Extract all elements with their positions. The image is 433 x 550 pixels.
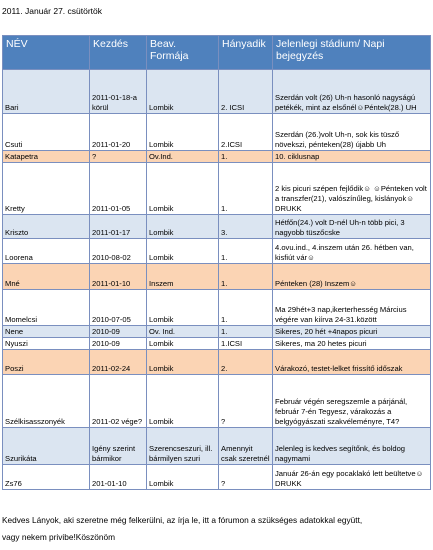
cell-beav: Inszem	[147, 264, 219, 290]
cell-name: Nyuszi	[3, 338, 90, 350]
cell-beav: Lombik	[147, 350, 219, 375]
cell-name: Mné	[3, 264, 90, 290]
footer-line-1: Kedves Lányok, aki szeretne még felkerülni, az írja le, itt a fórumon a szükséges adatokkal együtt,	[2, 515, 363, 525]
cell-status: Január 26-án egy pocaklakó lett beültetve☺DRUKK	[273, 465, 431, 490]
cell-status: Ma 29hét+3 nap,ikerterhesség Március végére van kiírva 24-31.között	[273, 290, 431, 326]
table-row	[3, 215, 431, 239]
cell-status: Sikeres, 20 hét +4napos picuri	[273, 326, 431, 338]
cell-beav: Ov.Ind.	[147, 151, 219, 163]
cell-count: 1.	[219, 151, 273, 163]
table-row	[3, 375, 431, 428]
cell-status: Szerdán volt (26) Uh-n hasonló nagyságú petékék, mint az elsőnél☺Péntek(28.) UH	[273, 70, 431, 114]
header-beav: Beav. Formája	[147, 36, 219, 70]
table-row	[3, 264, 431, 290]
cell-name: Kriszto	[3, 215, 90, 239]
cell-beav: Lombik	[147, 290, 219, 326]
cell-status: Várakozó, testet-lelket frissítő időszak	[273, 350, 431, 375]
footer-note	[2, 512, 430, 546]
table-row	[3, 239, 431, 264]
cell-start: 201-01-10	[90, 465, 147, 490]
cell-start: ?	[90, 151, 147, 163]
cell-count: 2.	[219, 350, 273, 375]
header-name: NÉV	[3, 36, 90, 70]
cell-name: Katapetra	[3, 151, 90, 163]
cell-count: 2. ICSI	[219, 70, 273, 114]
cell-start: 2010-09	[90, 326, 147, 338]
cell-start: 2011-02-24	[90, 350, 147, 375]
cell-status: 10. ciklusnap	[273, 151, 431, 163]
table-row	[3, 465, 431, 490]
cell-name: Zs76	[3, 465, 90, 490]
cell-status: Hétfőn(24.) volt D-nél Uh-n több pici, 3 nagyobb tüszőcske	[273, 215, 431, 239]
cell-count: 1.	[219, 239, 273, 264]
cell-start: 2011-01-17	[90, 215, 147, 239]
table-header-row	[3, 36, 431, 70]
cell-name: Nene	[3, 326, 90, 338]
cell-beav: Lombik	[147, 163, 219, 215]
cell-beav: Lombik	[147, 465, 219, 490]
table-row	[3, 350, 431, 375]
table-row	[3, 428, 431, 465]
cell-name: Szurikáta	[3, 428, 90, 465]
participants-table	[2, 35, 431, 490]
cell-count: 1.	[219, 264, 273, 290]
header-status: Jelenlegi stádium/ Napi bejegyzés	[273, 36, 431, 70]
footer-line-2: vagy nekem privibe!Köszönöm	[2, 532, 115, 542]
cell-beav: Lombik	[147, 375, 219, 428]
cell-name: Loorena	[3, 239, 90, 264]
header-count: Hányadik	[219, 36, 273, 70]
table-row	[3, 338, 431, 350]
cell-start: 2011-01-10	[90, 264, 147, 290]
table-row	[3, 70, 431, 114]
cell-name: Szélkisasszonyék	[3, 375, 90, 428]
cell-start: 2011-01-18-a körül	[90, 70, 147, 114]
cell-name: Csuti	[3, 114, 90, 151]
cell-start: 2011-02 vége?	[90, 375, 147, 428]
cell-start: Igény szerint bármikor	[90, 428, 147, 465]
cell-name: Kretty	[3, 163, 90, 215]
cell-count: 1.ICSI	[219, 338, 273, 350]
header-start: Kezdés	[90, 36, 147, 70]
date-line: 2011. Január 27. csütörtök	[2, 6, 103, 16]
cell-start: 2011-01-20	[90, 114, 147, 151]
cell-count: 2.ICSI	[219, 114, 273, 151]
cell-start: 2010-09	[90, 338, 147, 350]
table-row	[3, 151, 431, 163]
cell-beav: Szerencseszuri, ill. bármilyen szuri	[147, 428, 219, 465]
cell-beav: Ov. Ind.	[147, 326, 219, 338]
cell-count: 3.	[219, 215, 273, 239]
cell-count: Amennyit csak szeretnél	[219, 428, 273, 465]
cell-status: 4.ovu.ind., 4.inszem után 26. hétben van, kisfiút vár☺	[273, 239, 431, 264]
table-row	[3, 326, 431, 338]
table-row	[3, 290, 431, 326]
cell-beav: Lombik	[147, 215, 219, 239]
cell-name: Momelcsi	[3, 290, 90, 326]
cell-count: ?	[219, 465, 273, 490]
cell-beav: Lombik	[147, 70, 219, 114]
table-row	[3, 114, 431, 151]
cell-status: Jelenleg is kedves segítőnk, és boldog nagymami	[273, 428, 431, 465]
cell-beav: Lombik	[147, 338, 219, 350]
cell-status: Február végén seregszemle a párjánál, február 7-én Tegyesz, várakozás a belgyógyászati szakvéleményre, T4?	[273, 375, 431, 428]
cell-status: Szerdán (26.)volt Uh-n, sok kis tüsző növekszi, pénteken(28) újabb Uh	[273, 114, 431, 151]
cell-name: Poszi	[3, 350, 90, 375]
cell-start: 2010-08-02	[90, 239, 147, 264]
cell-count: ?	[219, 375, 273, 428]
cell-status: 2 kis picuri szépen fejlődik☺ ☺Pénteken volt a transzfer(21), valószínűleg, kislányok☺DRUKK	[273, 163, 431, 215]
cell-beav: Lombik	[147, 114, 219, 151]
cell-count: 1.	[219, 163, 273, 215]
cell-start: 2010-07-05	[90, 290, 147, 326]
cell-count: 1.	[219, 326, 273, 338]
cell-beav: Lombik	[147, 239, 219, 264]
cell-status: Pénteken (28) Inszem☺	[273, 264, 431, 290]
cell-name: Bari	[3, 70, 90, 114]
cell-count: 1.	[219, 290, 273, 326]
cell-status: Sikeres, ma 20 hetes picuri	[273, 338, 431, 350]
cell-start: 2011-01-05	[90, 163, 147, 215]
table-row	[3, 163, 431, 215]
